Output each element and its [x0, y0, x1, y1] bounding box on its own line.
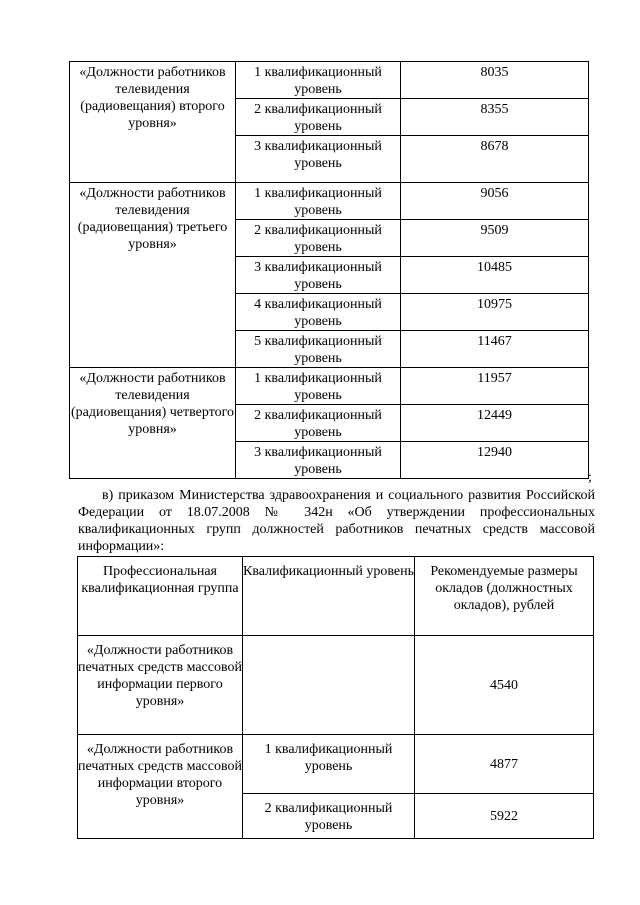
- level-cell: 2 квалификационный уровень: [243, 794, 415, 839]
- table-row: [70, 62, 589, 99]
- group-name-cell: «Должности работников телевидения (радиовещания) третьего уровня»: [70, 183, 236, 368]
- column-header: Квалификационный уровень: [243, 557, 415, 636]
- order-paragraph: [78, 487, 595, 555]
- column-header: Рекомендуемые размеры окладов (должностных окладов), рублей: [415, 557, 594, 636]
- end-mark: ;: [588, 470, 592, 485]
- level-cell: 1 квалификационный уровень: [236, 368, 401, 405]
- level-cell: [243, 636, 415, 735]
- value-cell: 8355: [401, 99, 589, 136]
- paragraph-text: в) приказом Министерства здравоохранения и социального развития Российской Федерации от 18.07.2008 № 342н «Об утверждении профессиональных квалификационных групп должностей работников печатных средств массовой информации»:: [78, 488, 595, 554]
- group-name-cell: «Должности работников печатных средств массовой информации второго уровня»: [78, 735, 243, 839]
- group-name-cell: «Должности работников телевидения (радиовещания) второго уровня»: [70, 62, 236, 183]
- table-row: [78, 735, 594, 794]
- value-cell: 10975: [401, 294, 589, 331]
- level-cell: 1 квалификационный уровень: [236, 183, 401, 220]
- value-cell: 4540: [415, 636, 594, 735]
- salary-table-print-media: [77, 556, 594, 839]
- level-cell: 2 квалификационный уровень: [236, 220, 401, 257]
- value-cell: 9509: [401, 220, 589, 257]
- level-cell: 5 квалификационный уровень: [236, 331, 401, 368]
- level-cell: 1 квалификационный уровень: [243, 735, 415, 794]
- level-cell: 3 квалификационный уровень: [236, 257, 401, 294]
- table-row: [70, 368, 589, 405]
- value-cell: 12449: [401, 405, 589, 442]
- level-cell: 4 квалификационный уровень: [236, 294, 401, 331]
- group-name-cell: «Должности работников печатных средств массовой информации первого уровня»: [78, 636, 243, 735]
- value-cell: 10485: [401, 257, 589, 294]
- group-name-cell: «Должности работников телевидения (радиовещания) четвертого уровня»: [70, 368, 236, 479]
- value-cell: 11467: [401, 331, 589, 368]
- value-cell: 11957: [401, 368, 589, 405]
- value-cell: 9056: [401, 183, 589, 220]
- level-cell: 3 квалификационный уровень: [236, 136, 401, 183]
- table-header-row: [78, 557, 594, 636]
- value-cell: 12940: [401, 442, 589, 479]
- value-cell: 8035: [401, 62, 589, 99]
- value-cell: 8678: [401, 136, 589, 183]
- value-cell: 5922: [415, 794, 594, 839]
- column-header: Профессиональная квалификационная группа: [78, 557, 243, 636]
- level-cell: 3 квалификационный уровень: [236, 442, 401, 479]
- level-cell: 2 квалификационный уровень: [236, 99, 401, 136]
- level-cell: 2 квалификационный уровень: [236, 405, 401, 442]
- level-cell: 1 квалификационный уровень: [236, 62, 401, 99]
- table-row: [70, 183, 589, 220]
- table-row: [78, 636, 594, 735]
- salary-table-television: [69, 61, 589, 479]
- value-cell: 4877: [415, 735, 594, 794]
